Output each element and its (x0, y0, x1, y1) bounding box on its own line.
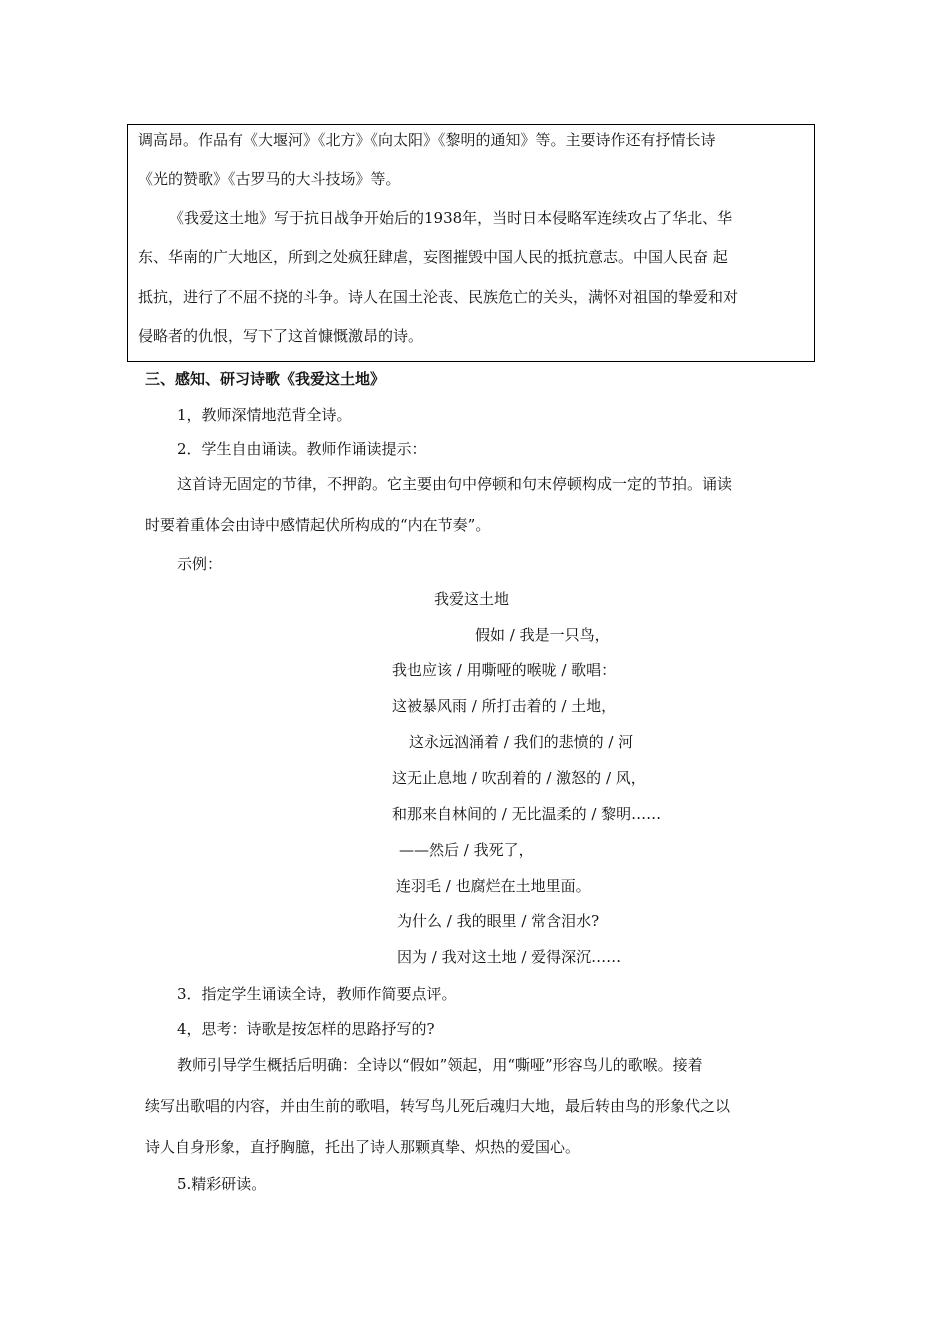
poem-line: 为什么 / 我的眼里 / 常含泪水? (397, 912, 600, 930)
section-heading: 三、感知、研习诗歌《我爱这土地》 (145, 370, 386, 388)
poem-line: 假如 / 我是一只鸟， (475, 626, 610, 644)
poem-line: ——然后 / 我死了， (399, 841, 534, 859)
step-1: 1，教师深情地范背全诗。 (177, 406, 352, 424)
poem-line: 连羽毛 / 也腐烂在土地里面。 (396, 877, 591, 895)
answer-line-2: 续写出歌唱的内容，并由生前的歌唱，转写鸟儿死后魂归大地，最后转由鸟的形象代之以 (145, 1097, 731, 1115)
tip-line-2: 时要着重体会由诗中感情起伏所构成的“内在节奏”。 (145, 516, 491, 534)
box-line: 侵略者的仇恨，写下了这首慷慨激昂的诗。 (138, 327, 424, 345)
poem-line: 这永远汹涌着 / 我们的悲愤的 / 河 (409, 733, 634, 751)
step-3: 3．指定学生诵读全诗，教师作简要点评。 (177, 985, 457, 1003)
box-line: 《我爱这土地》写于抗日战争开始后的1938年，当时日本侵略军连续攻占了华北、华 (169, 209, 733, 227)
poem-line: 和那来自林间的 / 无比温柔的 / 黎明…… (392, 805, 662, 823)
tip-line-1: 这首诗无固定的节律，不押韵。它主要由句中停顿和句末停顿构成一定的节拍。诵读 (177, 475, 733, 493)
box-line: 抵抗，进行了不屈不挠的斗争。诗人在国土沦丧、民族危亡的关头，满怀对祖国的挚爱和对 (138, 288, 739, 306)
poem-line: 我也应该 / 用嘶哑的喉咙 / 歌唱： (392, 661, 617, 679)
step-5: 5.精彩研读。 (177, 1175, 267, 1193)
step-4: 4，思考：诗歌是按怎样的思路抒写的? (177, 1020, 435, 1038)
poem-line: 因为 / 我对这土地 / 爱得深沉…… (397, 948, 622, 966)
example-label: 示例： (177, 555, 223, 573)
answer-line-1: 教师引导学生概括后明确：全诗以“假如”领起，用“嘶哑”形容鸟儿的歌喉。接着 (177, 1056, 703, 1074)
box-line: 《光的赞歌》《古罗马的大斗技场》等。 (138, 170, 401, 188)
poem-line: 这无止息地 / 吹刮着的 / 激怒的 / 风， (392, 769, 646, 787)
poem-line: 这被暴风雨 / 所打击着的 / 土地， (392, 697, 617, 715)
poem-title: 我爱这土地 (434, 590, 510, 608)
box-line: 调高昂。作品有《大堰河》《北方》《向太阳》《黎明的通知》等。主要诗作还有抒情长诗 (138, 131, 716, 149)
step-2: 2．学生自由诵读。教师作诵读提示： (177, 440, 427, 458)
box-line: 东、华南的广大地区，所到之处疯狂肆虐，妄图摧毁中国人民的抵抗意志。中国人民奋 起 (138, 248, 728, 266)
answer-line-3: 诗人自身形象，直抒胸臆，托出了诗人那颗真挚、炽热的爱国心。 (145, 1138, 581, 1156)
